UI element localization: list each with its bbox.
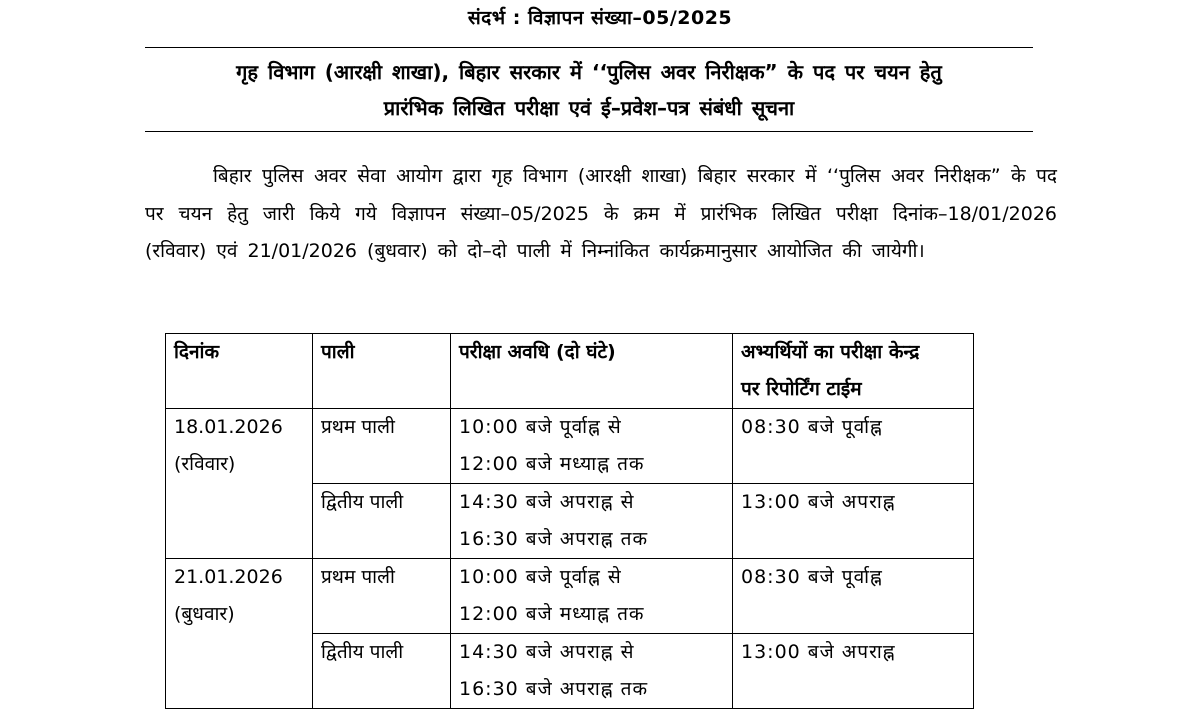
header-reporting-line-1: अभ्यर्थियों का परीक्षा केन्द्र — [741, 341, 920, 363]
reporting-cell — [733, 634, 974, 709]
header-reporting — [733, 334, 974, 409]
reporting-time: 08:30 बजे पूर्वाह्न — [741, 566, 883, 588]
shift-cell: प्रथम पाली — [313, 559, 451, 634]
weekday-value: (बुधवार) — [174, 603, 235, 625]
date-cell — [166, 409, 313, 559]
header-shift: पाली — [313, 334, 451, 409]
duration-cell — [451, 559, 733, 634]
table-row — [166, 409, 974, 484]
duration-end: 12:00 बजे मध्याह्न तक — [459, 453, 645, 475]
bottom-divider — [145, 131, 1033, 132]
reporting-time: 13:00 बजे अपराह्न — [741, 491, 896, 513]
notice-heading — [145, 54, 1033, 126]
date-value: 21.01.2026 — [174, 566, 283, 588]
exam-schedule-table — [165, 333, 974, 709]
header-date: दिनांक — [166, 334, 313, 409]
duration-end: 12:00 बजे मध्याह्न तक — [459, 603, 645, 625]
shift-cell: द्वितीय पाली — [313, 484, 451, 559]
shift-cell: द्वितीय पाली — [313, 634, 451, 709]
weekday-value: (रविवार) — [174, 453, 236, 475]
table-header-row — [166, 334, 974, 409]
header-duration: परीक्षा अवधि (दो घंटे) — [451, 334, 733, 409]
notice-paragraph: बिहार पुलिस अवर सेवा आयोग द्वारा गृह विभाग (आरक्षी शाखा) बिहार सरकार में ‘‘पुलिस अवर निरीक्षक” के पद पर चयन हेतु जारी किये गये विज्ञापन संख्या–05/2025 के क्रम में प्रारंभिक लिखित परीक्षा दिनांक–18/01/2026 (रविवार) एवं 21/01/2026 (बुधवार) को दो–दो पाली में निम्नांकित कार्यक्रमानुसार आयोजित की जायेगी। — [145, 165, 1057, 262]
duration-start: 14:30 बजे अपराह्न से — [459, 641, 635, 663]
reporting-cell — [733, 484, 974, 559]
table-row — [166, 559, 974, 634]
duration-end: 16:30 बजे अपराह्न तक — [459, 678, 649, 700]
duration-end: 16:30 बजे अपराह्न तक — [459, 528, 649, 550]
duration-start: 10:00 बजे पूर्वाह्न से — [459, 566, 622, 588]
top-divider — [145, 47, 1033, 48]
duration-cell — [451, 409, 733, 484]
date-value: 18.01.2026 — [174, 416, 283, 438]
duration-start: 10:00 बजे पूर्वाह्न से — [459, 416, 622, 438]
reporting-time: 13:00 बजे अपराह्न — [741, 641, 896, 663]
reporting-cell — [733, 409, 974, 484]
duration-cell — [451, 634, 733, 709]
shift-cell: प्रथम पाली — [313, 409, 451, 484]
reporting-time: 08:30 बजे पूर्वाह्न — [741, 416, 883, 438]
header-reporting-line-2: पर रिपोर्टिंग टाईम — [741, 378, 862, 400]
date-cell — [166, 559, 313, 709]
duration-cell — [451, 484, 733, 559]
reference-line: संदर्भ : विज्ञापन संख्या–05/2025 — [467, 7, 733, 29]
duration-start: 14:30 बजे अपराह्न से — [459, 491, 635, 513]
reporting-cell — [733, 559, 974, 634]
heading-line-2: प्रारंभिक लिखित परीक्षा एवं ई–प्रवेश–पत्र संबंधी सूचना — [383, 96, 795, 120]
heading-line-1: गृह विभाग (आरक्षी शाखा), बिहार सरकार में ‘‘पुलिस अवर निरीक्षक” के पद पर चयन हेतु — [236, 60, 942, 84]
